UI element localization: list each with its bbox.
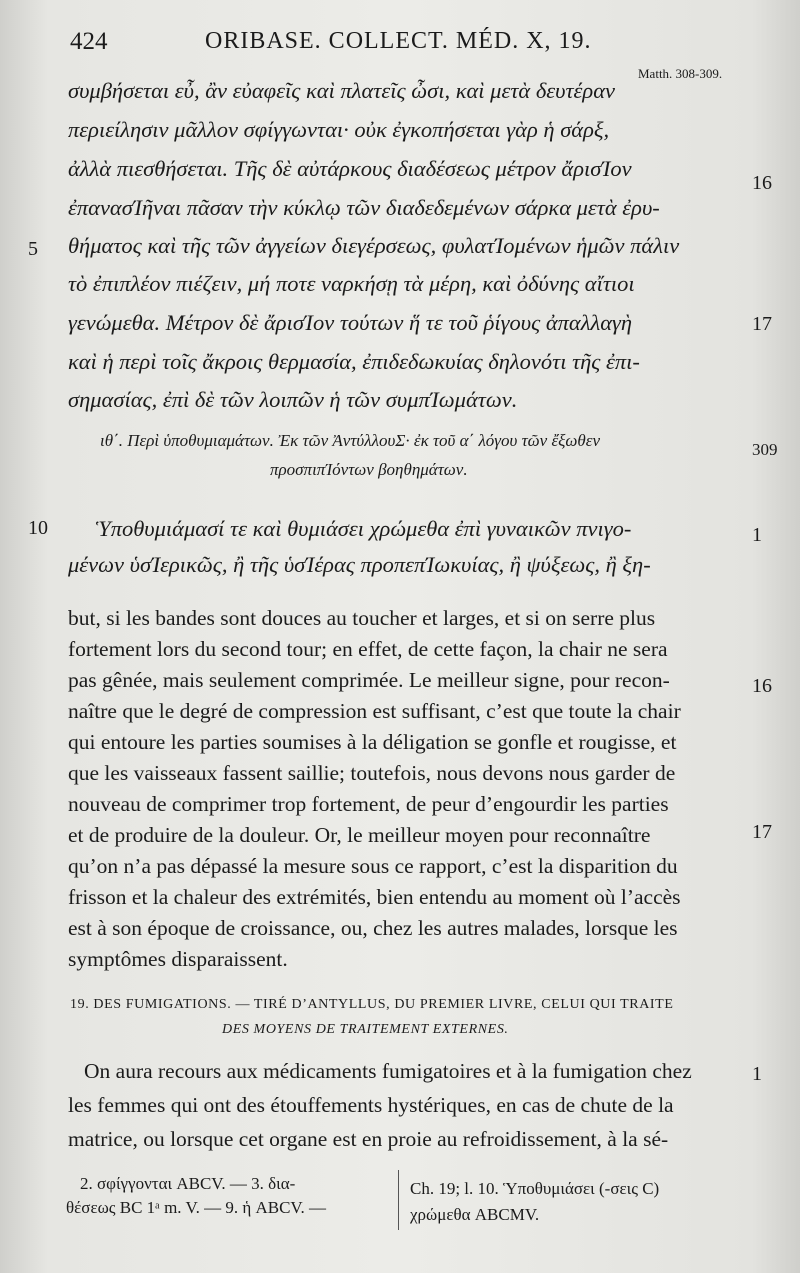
page-number: 424 [70,28,108,55]
greek-line-3: ἀλλὰ πιεσθήσεται. Τῆς δὲ αὐτάρκους διαδέσεως μέτρον ἄρισΊον [68,156,632,181]
french-para2-line-2: les femmes qui ont des étouffements hystériques, en cas de chute de la [68,1093,674,1117]
french-para2-line-1: On aura recours aux médicaments fumigatoires et à la fumigation chez [84,1059,692,1083]
french-line-9: qu’on n’a pas dépassé la mesure sous ce rapport, c’est la disparition du [68,854,678,878]
french-line-7: nouveau de comprimer trop fortement, de peur d’engourdir les parties [68,792,669,816]
running-title: ORIBASE. COLLECT. MÉD. X, 19. [205,28,592,54]
french-line-5: qui entoure les parties soumises à la déligation se gonfle et rougisse, et [68,730,677,754]
margin-ref-17: 17 [752,313,772,335]
french-margin-17: 17 [752,821,772,843]
footnote-left-line-1: 2. σφίγγονται ABCV. — 3. δια- [80,1174,296,1193]
margin-ref-309: 309 [752,440,778,459]
french-line-10: frisson et la chaleur des extrémités, bien entendu au moment où l’accès [68,885,681,909]
greek-line-2: περιείλησιν μᾶλλον σφίγγωνται· οὐκ ἐγκοπήσεται γὰρ ἡ σάρξ, [68,117,610,142]
french-line-3: pas gênée, mais seulement comprimée. Le meilleur signe, pour recon- [68,668,670,692]
greek-line-8: καὶ ἡ περὶ τοῖς ἄκροις θερμασία, ἐπιδεδωκυίας δηλονότι τῆς ἐπι- [68,349,640,374]
line-number-5: 5 [28,238,38,260]
source-reference: Matth. 308-309. [638,66,723,81]
margin-ref-1: 1 [752,524,762,546]
greek-line-9: σημασίας, ἐπὶ δὲ τῶν λοιπῶν ἡ τῶν συμπΊωμάτων. [68,387,518,412]
greek-line-5: θήματος καὶ τῆς τῶν ἀγγείων διεγέρσεως, φυλατΊομένων ἡμῶν πάλιν [68,233,680,258]
french-para2-margin-1: 1 [752,1063,762,1085]
french-line-6: que les vaisseaux fassent saillie; toutefois, nous devons nous garder de [68,761,676,785]
greek-para2-line-2: μένων ὑσΊερικῶς, ἢ τῆς ὑσΊέρας προπεπΊωκυίας, ἢ ψύξεως, ἢ ξη- [68,552,651,577]
french-line-11: est à son époque de croissance, ou, chez les autres malades, lorsque les [68,916,678,940]
french-para2-line-3: matrice, ou lorsque cet organe est en proie au refroidissement, à la sé- [68,1127,669,1151]
french-margin-16: 16 [752,675,772,697]
french-section-heading: 19. DES FUMIGATIONS. — TIRÉ D’ANTYLLUS, DU PREMIER LIVRE, CELUI QUI TRAITE [70,997,674,1012]
french-line-4: naître que le degré de compression est suffisant, c’est que toute la chair [68,699,681,723]
greek-para2-line-1: Ὑποθυμιάμασί τε καὶ θυμιάσει χρώμεθα ἐπὶ γυναικῶν πνιγο- [96,516,632,541]
french-line-2: fortement lors du second tour; en effet, de cette façon, la chair ne sera [68,637,668,661]
greek-line-1: συμβήσεται εὖ, ἂν εὐαφεῖς καὶ πλατεῖς ὦσι, καὶ μετὰ δευτέραν [68,78,615,103]
footnote-right-line-2: χρώμεθα ABCMV. [410,1205,540,1224]
footnote-left-line-2: θέσεως BC 1ᵃ m. V. — 9. ἡ ABCV. — [66,1198,327,1217]
greek-line-4: ἐπανασΊῆναι πᾶσαν τὴν κύκλῳ τῶν διαδεδεμένων σάρκα μετὰ ἐρυ- [68,195,660,220]
french-line-12: symptômes disparaissent. [68,947,288,971]
line-number-10: 10 [28,517,48,539]
french-line-8: et de produire de la douleur. Or, le meilleur moyen pour reconnaître [68,823,651,847]
greek-line-6: τὸ ἐπιπλέον πιέζειν, μή ποτε ναρκήσῃ τὰ μέρη, καὶ ὀδύνης αἴτιοι [68,271,635,296]
french-line-1: but, si les bandes sont douces au toucher et larges, et si on serre plus [68,606,656,630]
footnote-right-line-1: Ch. 19; l. 10. Ὑποθυμιάσει (-σεις C) [410,1179,660,1198]
greek-section-heading-cont: προσπιπΊόντων βοηθημάτων. [270,460,468,479]
footnote-column-divider [398,1170,399,1230]
margin-ref-16: 16 [752,172,772,194]
greek-section-heading: ιθ΄. Περὶ ὑποθυμιαμάτων. Ἐκ τῶν ἈντύλλουΣ· ἐκ τοῦ α΄ λόγου τῶν ἔξωθεν [100,431,601,450]
greek-line-7: γενώμεθα. Μέτρον δὲ ἄρισΊον τούτων ἥ τε τοῦ ῥίγους ἀπαλλαγὴ [68,310,633,335]
french-section-heading-cont: DES MOYENS DE TRAITEMENT EXTERNES. [222,1022,509,1037]
